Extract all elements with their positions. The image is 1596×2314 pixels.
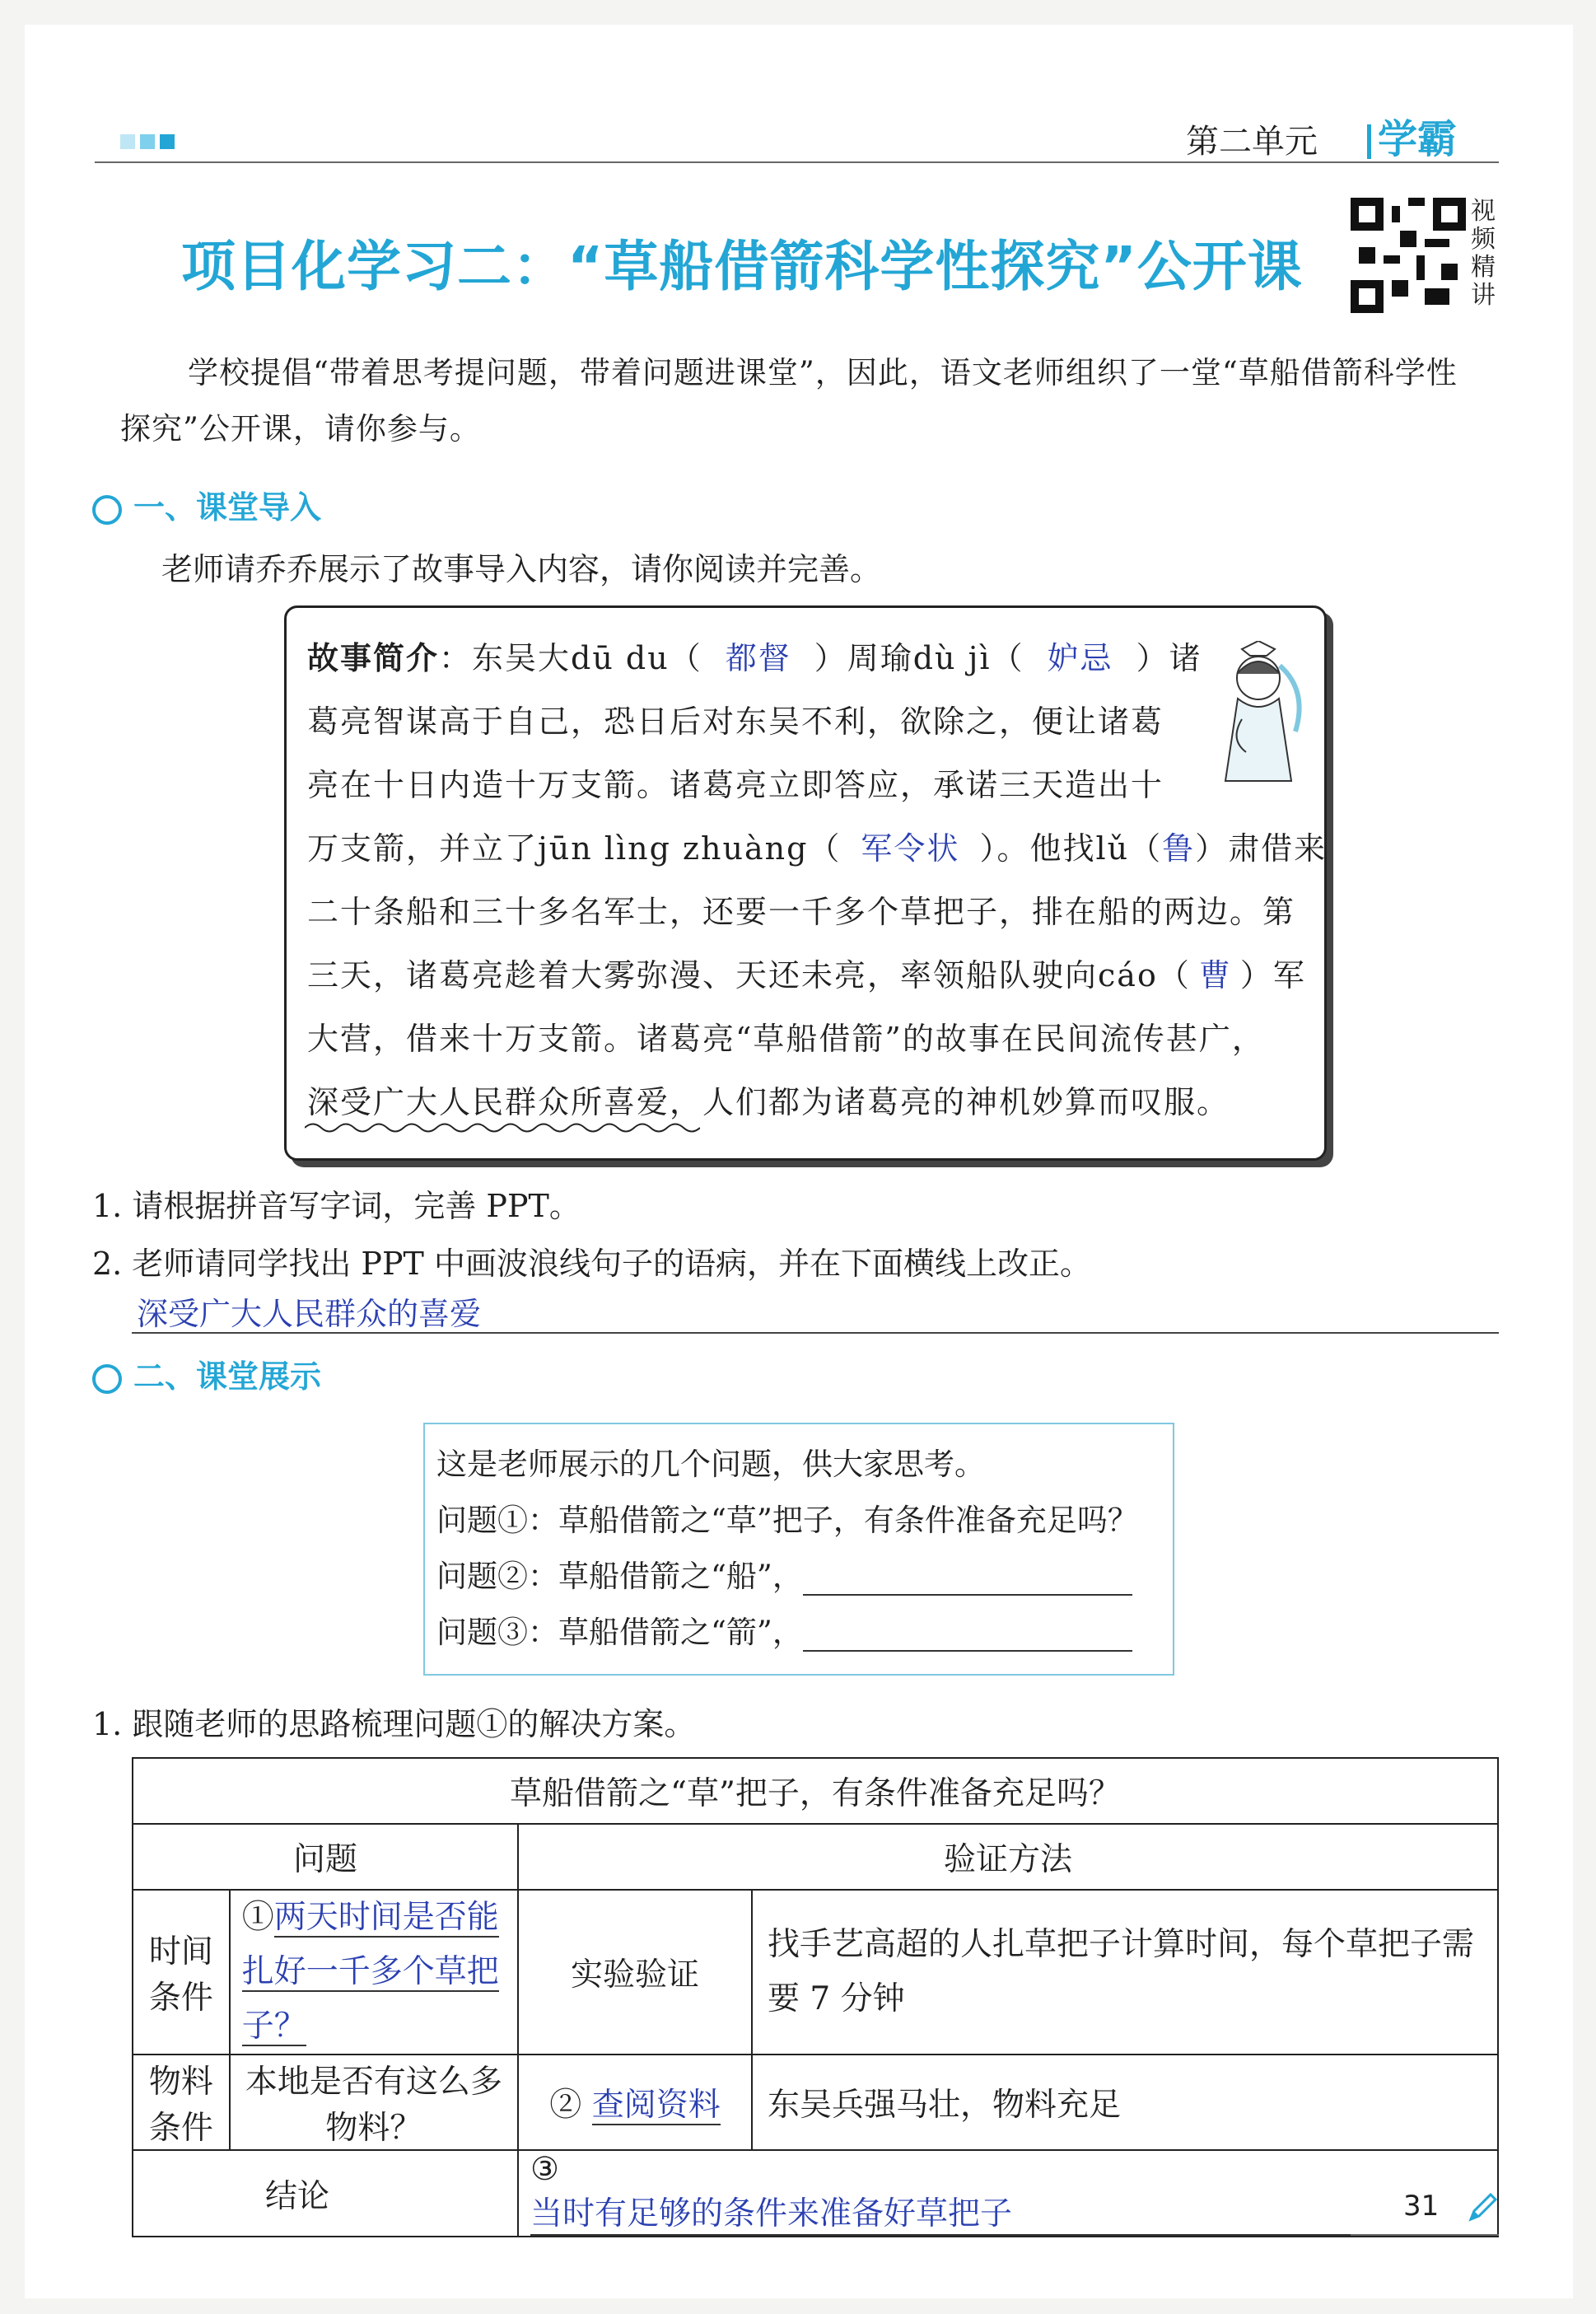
section1-lead: 老师请乔乔展示了故事导入内容，请你阅读并完善。 [161,551,882,587]
qr-code-icon[interactable] [1351,198,1466,313]
answer-q2: 深受广大人民群众的喜爱 [137,1296,482,1332]
qr-label: 视 频 精 讲 [1471,197,1496,310]
row-time-label: 时间条件 [133,1890,230,2055]
col-header-method: 验证方法 [518,1824,1498,1890]
teacher-questions-box [423,1423,1174,1676]
section1-heading: 一、课堂导入 [92,482,321,527]
story-line-7: 大营，借来十万支箭。诸葛亮“草船借箭”的故事在民间流传甚广， [307,1021,1265,1057]
answer-2: 查阅资料 [591,2087,721,2124]
zhuge-liang-illustration [1209,641,1316,789]
col-header-question: 问题 [133,1824,518,1890]
unit-label: 第二单元 [1186,123,1318,161]
answer-cao: 曹 [1198,957,1232,993]
box-intro: 这是老师展示的几个问题，供大家思考。 [436,1447,985,1482]
row-material-question: 本地是否有这么多物料？ [230,2055,518,2150]
solution-table [132,1757,1499,2237]
story-line-3: 亮在十日内造十万支箭。诸葛亮立即答应，承诺三天造出十 [307,767,1164,803]
magnifier-icon [92,495,122,525]
intro-line-2: 探究”公开课，请你参与。 [120,411,481,446]
page-number: 31 [1403,2190,1440,2223]
intro-line-1: 学校提倡“带着思考提问题，带着问题进课堂”，因此，语文老师组织了一堂“草船借箭科学性 [188,355,1458,390]
answer-duji: 妒忌 [1047,640,1113,676]
wavy-underline [305,1120,700,1135]
row-time-question: ①两天时间是否能扎好一千多个草把子？ [230,1890,518,2055]
row-time-detail: 找手艺高超的人扎草把子计算时间，每个草把子需要 7 分钟 [752,1890,1498,2055]
box-question-1: 问题①：草船借箭之“草”把子，有条件准备充足吗？ [436,1503,1138,1538]
answer-dudu: 都督 [725,640,791,676]
row-conclusion-label: 结论 [133,2150,518,2237]
table-title: 草船借箭之“草”把子，有条件准备充足吗？ [133,1758,1498,1824]
answer-lu: 鲁 [1162,830,1196,867]
story-line-2: 葛亮智谋高于自己，恐日后对东吴不利，欲除之，便让诸葛 [307,704,1164,740]
blank-line[interactable] [803,1620,1132,1652]
story-line-6: 三天，诸葛亮趁着大雾弥漫、天还未亮，率领船队驶向cáo（ 曹 ）军 [307,957,1306,993]
story-line-4: 万支箭，并立了jūn lìng zhuàng（ 军令状 ）。他找lǔ（鲁）肃借来 [307,830,1328,867]
answer-junlingzhuang: 军令状 [861,830,960,867]
row-material-method: ② 查阅资料 [518,2055,752,2150]
story-line-8: 深受广大人民群众所喜爱，人们都为诸葛亮的神机妙算而叹服。 [307,1084,1230,1120]
box-question-3: 问题③：草船借箭之“箭”， [436,1607,1132,1652]
row-material-label: 物料条件 [133,2055,230,2150]
brand-logo: 学霸 [1367,107,1457,164]
question-1-2: 2. 老师请同学找出 PPT 中画波浪线句子的语病，并在下面横线上改正。 [92,1246,1091,1282]
box-question-2: 问题②：草船借箭之“船”， [436,1551,1132,1596]
page-title: 项目化学习二：“草船借箭科学性探究”公开课 [181,235,1303,298]
section2-heading: 二、课堂展示 [92,1351,321,1396]
task-1: 1. 跟随老师的思路梳理问题①的解决方案。 [92,1706,696,1742]
magnifier-icon [92,1364,122,1394]
header-decoration [120,134,175,152]
row-conclusion-answer: ③当时有足够的条件来准备好草把子 [518,2150,1498,2237]
question-1-1: 1. 请根据拼音写字词，完善 PPT。 [92,1188,581,1224]
footer-divider [1351,2234,1499,2236]
answer-line-q2 [132,1332,1499,1334]
answer-3: 当时有足够的条件来准备好草把子 [530,2188,1486,2236]
row-material-detail: 东吴兵强马壮，物料充足 [752,2055,1498,2150]
blank-line[interactable] [803,1564,1132,1596]
story-line-1: 故事简介：东吴大dū du（ 都督 ）周瑜dù jì（ 妒忌 ）诸 [307,640,1202,676]
story-line-5: 二十条船和三十多名军士，还要一千多个草把子，排在船的两边。第 [307,894,1296,930]
row-time-method: 实验验证 [518,1890,752,2055]
answer-1: 两天时间是否能扎好一千多个草把子？ [241,1899,499,2045]
pencil-icon [1466,2191,1499,2224]
story-box [284,605,1327,1161]
